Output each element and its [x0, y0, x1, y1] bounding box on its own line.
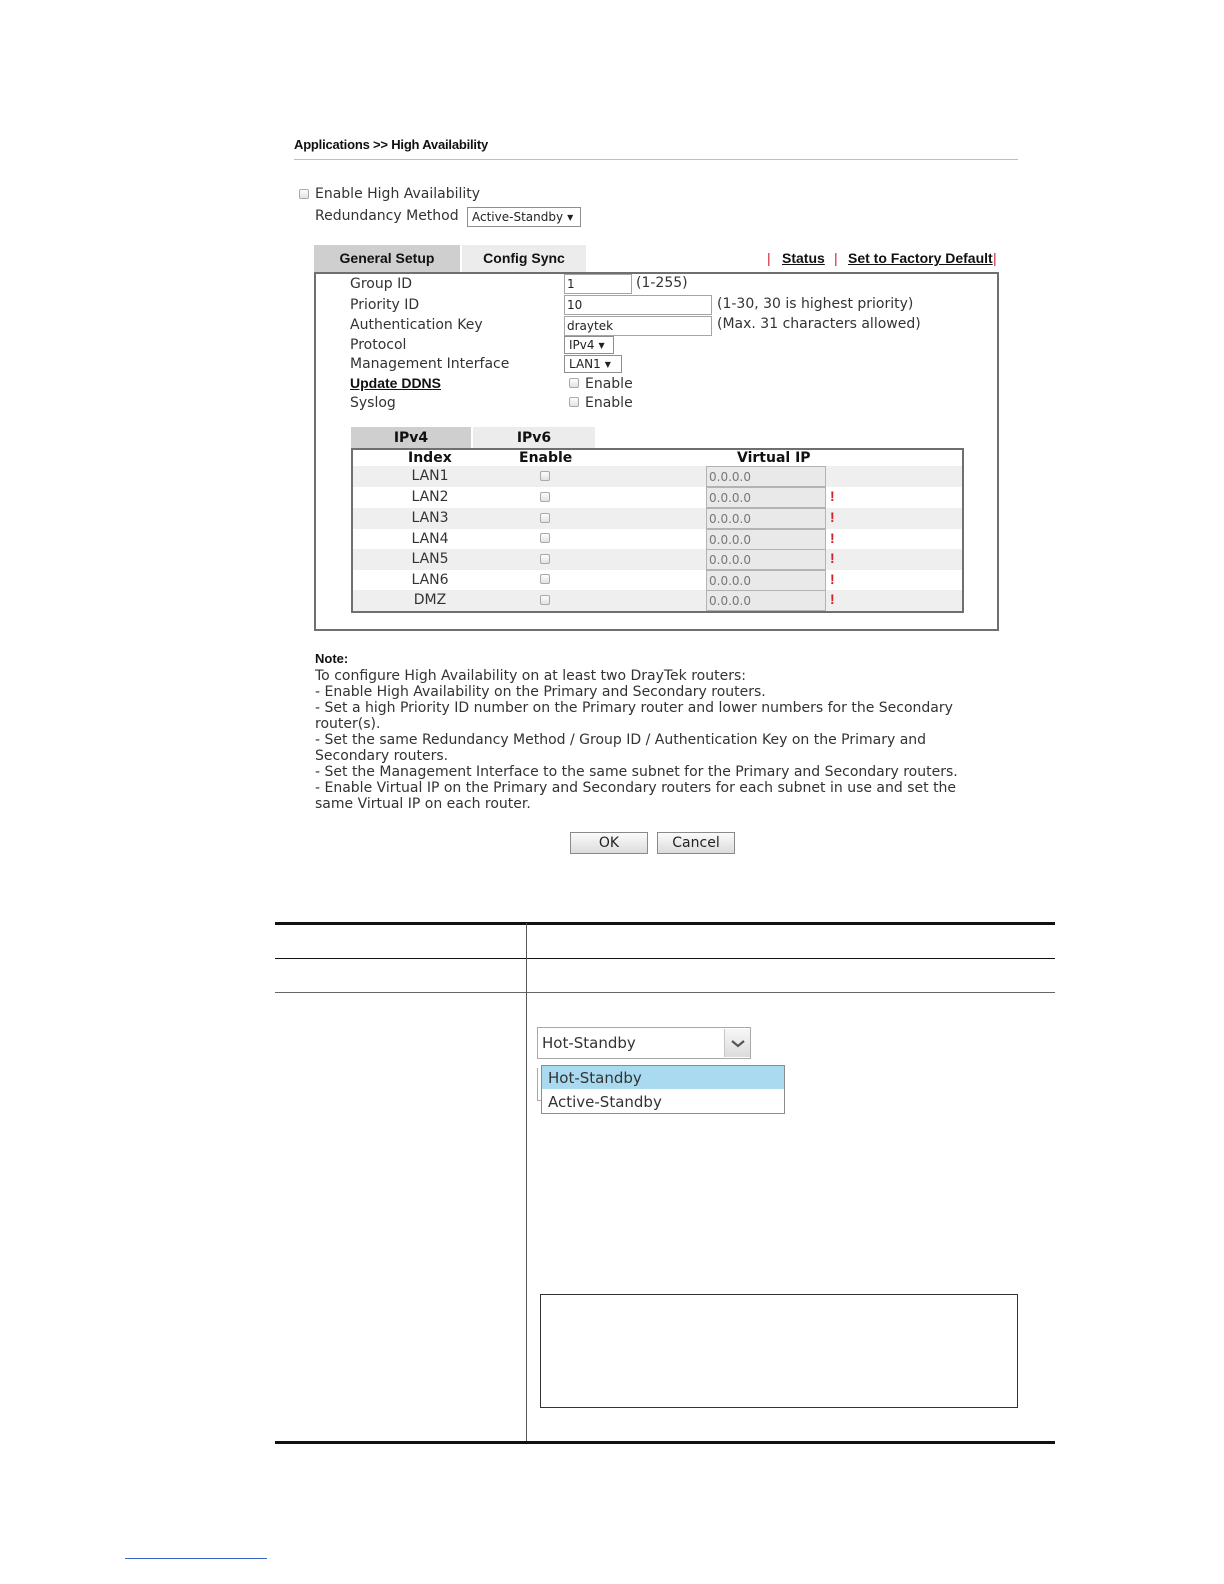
mgmt-interface-select[interactable]	[564, 355, 622, 373]
priority-id-hint: (1-30, 30 is highest priority)	[717, 296, 914, 312]
note-line: same Virtual IP on each router.	[315, 796, 531, 812]
mgmt-interface-label: Management Interface	[350, 356, 510, 372]
virtual-ip-input[interactable]	[706, 529, 826, 550]
row-enable-checkbox[interactable]	[540, 595, 550, 605]
row-index: DMZ	[413, 592, 447, 608]
note-line: - Set the Management Interface to the same subnet for the Primary and Secondary routers.	[315, 764, 958, 780]
link-separator: |	[993, 250, 997, 266]
row-index: LAN1	[411, 468, 449, 484]
header-divider	[294, 159, 1018, 160]
protocol-label: Protocol	[350, 337, 407, 353]
row-enable-checkbox[interactable]	[540, 574, 550, 584]
note-line: router(s).	[315, 716, 381, 732]
enable-ha-label: Enable High Availability	[315, 186, 481, 202]
update-ddns-link[interactable]: Update DDNS	[350, 375, 442, 391]
virtual-ip-input[interactable]	[706, 590, 826, 611]
warning-icon: !	[830, 550, 835, 566]
row-index: LAN5	[411, 551, 449, 567]
row-enable-checkbox[interactable]	[540, 554, 550, 564]
doc-table-rule	[275, 992, 1055, 993]
virtual-ip-input[interactable]	[706, 570, 826, 591]
footer-link-underline	[125, 1558, 267, 1559]
update-ddns-enable-label: Enable	[585, 376, 633, 392]
row-enable-checkbox[interactable]	[540, 471, 550, 481]
status-link[interactable]: Status	[782, 250, 825, 266]
row-index: LAN3	[411, 510, 449, 526]
enable-ha-checkbox[interactable]	[299, 189, 309, 199]
row-enable-checkbox[interactable]	[540, 533, 550, 543]
note-body	[315, 668, 1005, 812]
group-id-label: Group ID	[350, 276, 412, 292]
row-enable-checkbox[interactable]	[540, 492, 550, 502]
dropdown-option[interactable]: Hot-Standby	[548, 1069, 642, 1087]
link-separator: |	[834, 250, 838, 266]
dropdown-option[interactable]: Active-Standby	[548, 1093, 662, 1111]
ok-button[interactable]: OK	[570, 832, 648, 854]
note-title: Note:	[315, 651, 349, 666]
warning-icon: !	[830, 591, 835, 607]
auth-key-input[interactable]	[564, 316, 712, 336]
doc-table-bottom-rule	[275, 1441, 1055, 1444]
redundancy-method-label: Redundancy Method	[315, 208, 459, 224]
breadcrumb: Applications >> High Availability	[294, 137, 488, 152]
dropdown-arrow-icon: ▼	[604, 360, 611, 369]
virtual-ip-input[interactable]	[706, 466, 826, 487]
protocol-value: IPv4	[569, 338, 595, 352]
link-separator: |	[767, 250, 771, 266]
row-enable-checkbox[interactable]	[540, 513, 550, 523]
factory-default-link[interactable]: Set to Factory Default	[848, 250, 993, 266]
column-header-virtual-ip: Virtual IP	[737, 450, 811, 466]
doc-table-column-divider	[526, 923, 527, 1443]
note-line: - Set a high Priority ID number on the Primary router and lower numbers for the Secondary	[315, 700, 953, 716]
dropdown-selected-value: Hot-Standby	[542, 1034, 636, 1052]
virtual-ip-input[interactable]	[706, 508, 826, 529]
virtual-ip-input[interactable]	[706, 487, 826, 508]
redundancy-method-value: Active-Standby	[472, 210, 564, 224]
auth-key-label: Authentication Key	[350, 317, 483, 333]
dropdown-arrow-icon: ▼	[598, 341, 605, 350]
warning-icon: !	[830, 509, 835, 525]
update-ddns-checkbox[interactable]	[569, 378, 579, 388]
tab-config-sync[interactable]: Config Sync	[462, 245, 586, 272]
doc-table-top-rule	[275, 922, 1055, 925]
protocol-select[interactable]	[564, 336, 614, 354]
warning-icon: !	[830, 571, 835, 587]
note-line: - Enable Virtual IP on the Primary and Secondary routers for each subnet in use and set the	[315, 780, 957, 796]
group-id-input[interactable]	[564, 274, 632, 294]
priority-id-input[interactable]	[564, 295, 712, 315]
tab-ipv4[interactable]: IPv4	[351, 427, 471, 449]
group-id-hint: (1-255)	[636, 275, 688, 291]
tab-general-setup[interactable]: General Setup	[314, 245, 460, 272]
column-header-index: Index	[408, 450, 452, 466]
row-index: LAN6	[411, 572, 449, 588]
syslog-checkbox[interactable]	[569, 397, 579, 407]
virtual-ip-input[interactable]	[706, 549, 826, 570]
column-header-enable: Enable	[519, 450, 573, 466]
redundancy-method-select[interactable]	[467, 207, 581, 227]
auth-key-hint: (Max. 31 characters allowed)	[717, 316, 921, 332]
priority-id-label: Priority ID	[350, 297, 420, 313]
warning-icon: !	[830, 488, 835, 504]
row-index: LAN4	[411, 531, 449, 547]
syslog-enable-label: Enable	[585, 395, 633, 411]
warning-icon: !	[830, 530, 835, 546]
note-line: - Set the same Redundancy Method / Group ID / Authentication Key on the Primary and	[315, 732, 927, 748]
mgmt-interface-value: LAN1	[569, 357, 601, 371]
note-line: - Enable High Availability on the Primary and Secondary routers.	[315, 684, 766, 700]
tab-ipv6[interactable]: IPv6	[473, 427, 595, 449]
row-index: LAN2	[411, 489, 449, 505]
cancel-button[interactable]: Cancel	[657, 832, 735, 854]
note-line: To configure High Availability on at least two DrayTek routers:	[315, 668, 746, 684]
syslog-label: Syslog	[350, 395, 396, 411]
info-box	[540, 1294, 1018, 1408]
dropdown-arrow-icon: ▼	[567, 213, 574, 222]
note-line: Secondary routers.	[315, 748, 449, 764]
chevron-down-icon[interactable]	[724, 1029, 750, 1057]
doc-table-rule	[275, 958, 1055, 959]
